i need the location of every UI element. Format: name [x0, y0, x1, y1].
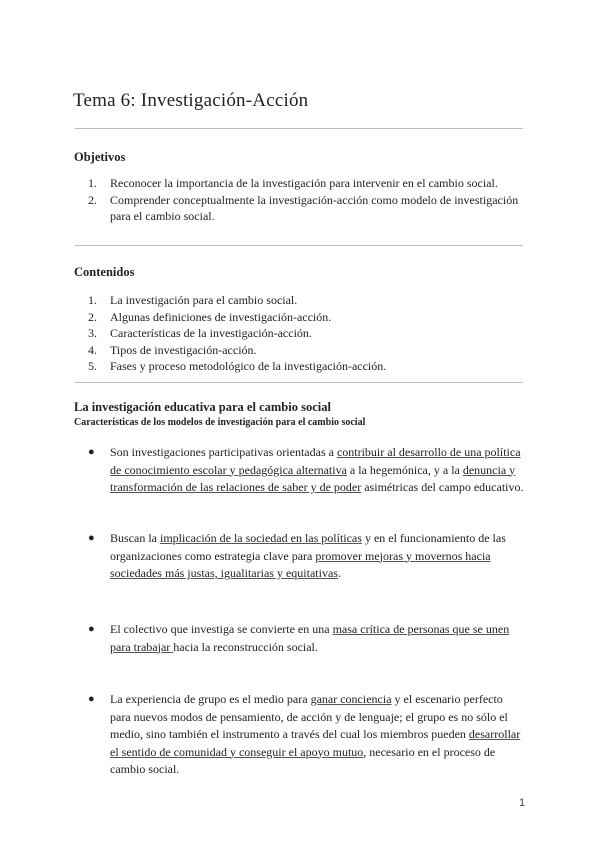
item-text: Comprender conceptualmente la investigación-acción como modelo de investigación para el cambio social.	[110, 192, 519, 223]
text-segment: y en el funcionamiento de las organizaciones como estrategia clave para	[110, 531, 506, 563]
item-text: Tipos de investigación-acción.	[110, 342, 257, 357]
text-segment: , necesario en el proceso de cambio social.	[110, 744, 496, 776]
contenidos-heading: Contenidos	[74, 265, 135, 279]
text-segment: El colectivo que investiga se convierte en una	[110, 622, 333, 636]
page-title: Tema 6: Investigación-Acción	[73, 90, 309, 111]
underlined-text: promover mejoras y movernos hacia sociedades más justas, igualitarias y equitativas	[110, 548, 491, 580]
bullet-text	[74, 621, 524, 656]
underlined-text: ganar conciencia	[310, 692, 392, 706]
text-segment: y el escenario perfecto para nuevos modos de pensamiento, de acción y de lenguaje; el grupo es no sólo el medio, sino también el instrumento a través del cual los miembros pueden	[110, 692, 508, 741]
bullet-text	[74, 444, 524, 497]
bullet-text	[74, 691, 524, 779]
divider	[75, 245, 523, 246]
divider	[75, 382, 523, 383]
item-number: 1.	[88, 293, 97, 307]
text-segment: asimétricas del campo educativo.	[361, 480, 524, 494]
bullet-icon: ●	[88, 693, 95, 705]
text-segment: La experiencia de grupo es el medio para	[110, 692, 311, 706]
item-number: 2.	[88, 192, 97, 207]
list-item	[74, 325, 524, 342]
bullet-icon: ●	[88, 623, 95, 635]
item-text: Reconocer la importancia de la investigación para intervenir en el cambio social.	[110, 176, 498, 190]
bullet-item	[74, 530, 524, 583]
bullet-item	[74, 444, 524, 497]
divider	[75, 128, 523, 129]
list-item	[74, 358, 524, 375]
text-segment: .	[337, 566, 341, 580]
text-segment: Buscan la	[110, 531, 160, 545]
page-number: 1	[519, 797, 526, 809]
item-number: 2.	[88, 309, 97, 324]
item-text: Fases y proceso metodológico de la investigación-acción.	[110, 359, 387, 373]
contenidos-list	[74, 292, 524, 375]
bullet-item	[74, 691, 524, 779]
list-item	[74, 175, 524, 192]
underlined-text: implicación de la sociedad en las políticas	[160, 531, 362, 545]
item-text: Características de la investigación-acción.	[110, 326, 312, 340]
bullet-icon: ●	[88, 446, 95, 458]
section-subtitle: Características de los modelos de investigación para el cambio social	[74, 417, 366, 428]
item-number: 3.	[88, 326, 97, 340]
underlined-text: contribuir al desarrollo de una política de conocimiento escolar y pedagógica alternativa	[110, 445, 521, 477]
section-title: La investigación educativa para el cambio social	[74, 400, 331, 414]
item-number: 1.	[88, 176, 97, 190]
list-item	[74, 292, 524, 309]
bullet-item	[74, 621, 524, 656]
text-segment: hacia la reconstrucción social.	[173, 639, 318, 654]
text-segment: a la hegemónica, y a la	[346, 462, 463, 477]
list-item	[74, 309, 524, 326]
item-text: La investigación para el cambio social.	[110, 293, 298, 307]
bullet-icon: ●	[88, 532, 95, 544]
objetivos-heading: Objetivos	[74, 150, 126, 164]
list-item	[74, 192, 524, 225]
objetivos-list	[74, 175, 524, 225]
item-number: 4.	[88, 342, 97, 357]
list-item	[74, 342, 524, 359]
bullet-text	[74, 530, 524, 583]
item-number: 5.	[88, 359, 97, 373]
underlined-text: masa crítica de personas que se unen para trabajar	[110, 622, 510, 654]
underlined-text: denuncia y transformación de las relaciones de saber y de poder	[110, 462, 516, 494]
underlined-text: desarrollar el sentido de comunidad y conseguir el apoyo mutuo	[110, 727, 521, 759]
text-segment: Son investigaciones participativas orientadas a	[110, 445, 337, 459]
item-text: Algunas definiciones de investigación-acción.	[110, 309, 332, 324]
